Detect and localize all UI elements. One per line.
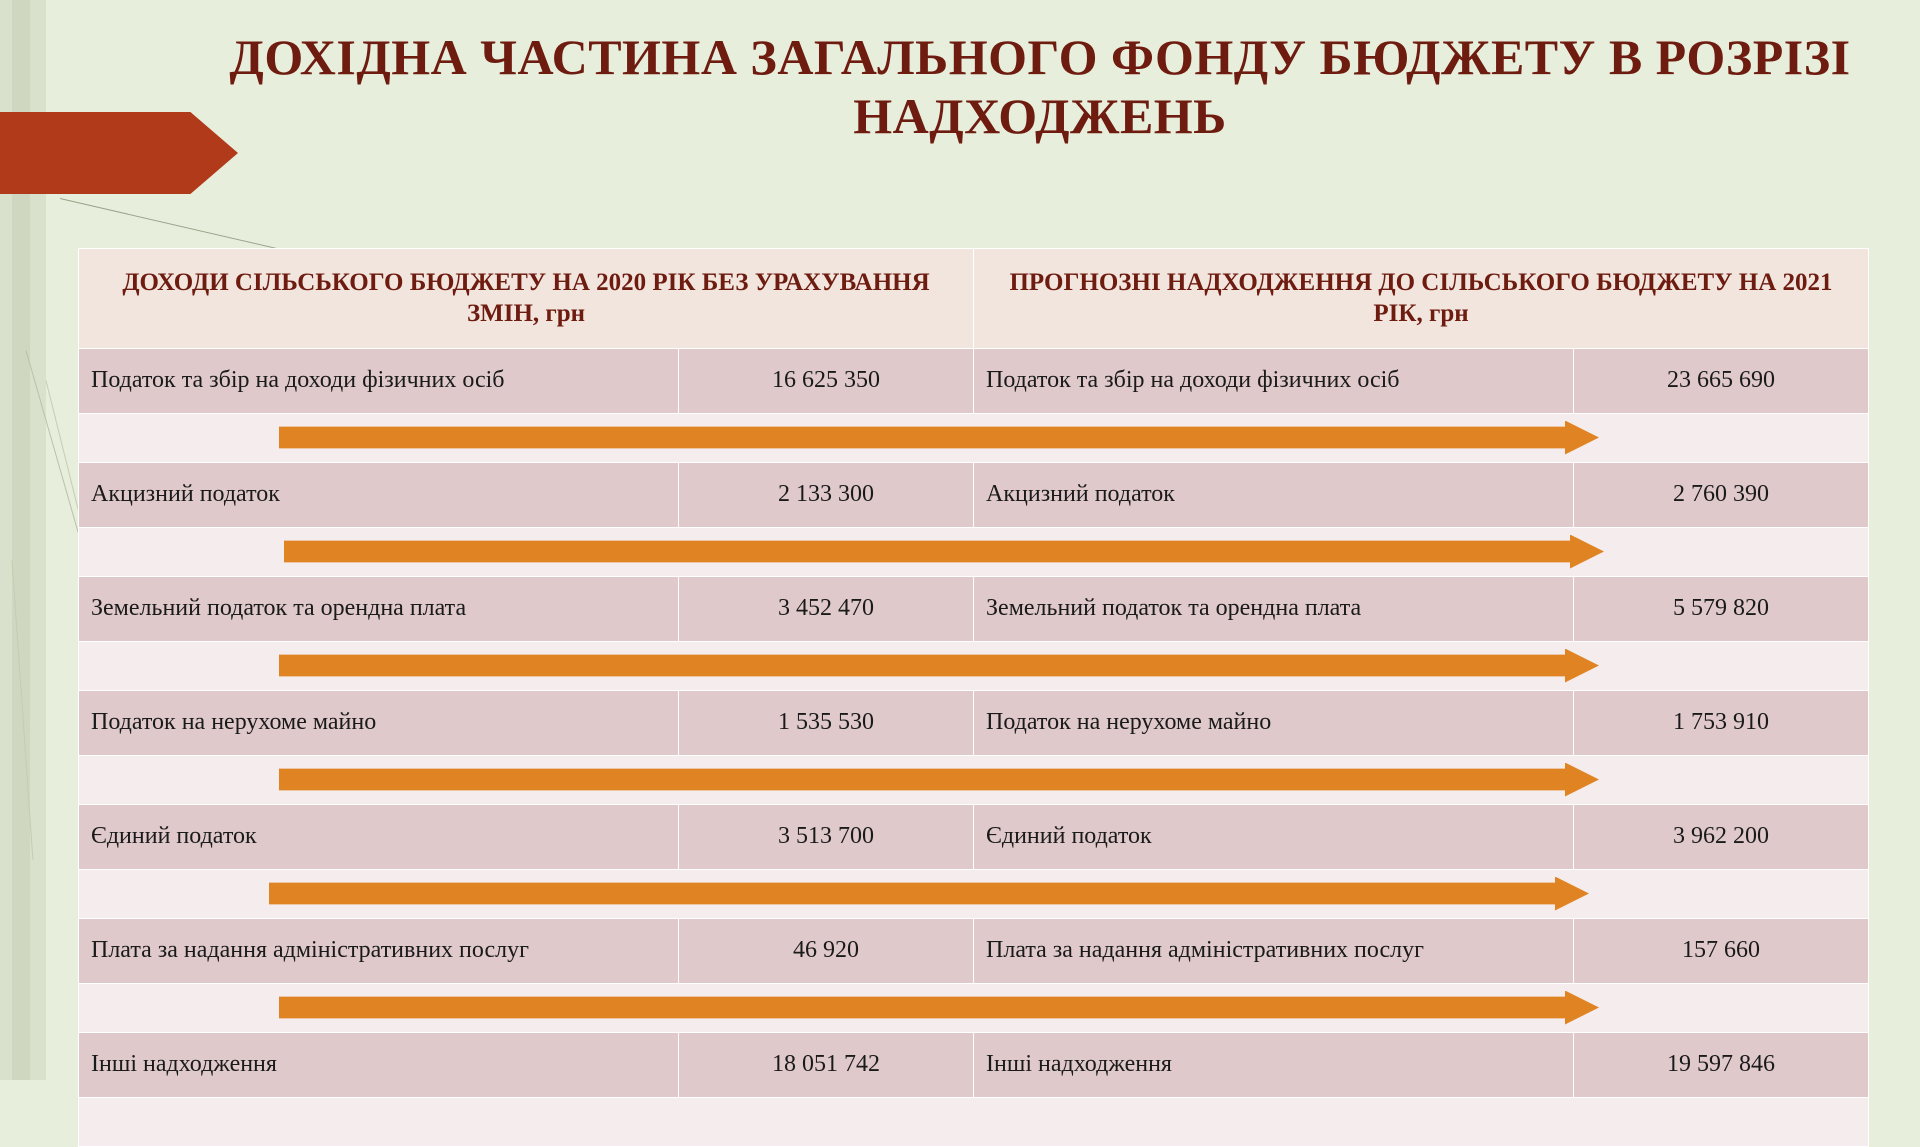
row-value-left: 2 133 300 (679, 462, 974, 527)
row-label-left: Плата за надання адміністративних послуг (79, 918, 679, 983)
row-value-left: 18 051 742 (679, 1032, 974, 1097)
arrow-row (79, 869, 1869, 918)
arrow-cell (79, 1097, 1869, 1146)
arrow-cell (79, 869, 1869, 918)
growth-arrow-icon (279, 991, 1599, 1025)
arrow-row (79, 413, 1869, 462)
row-label-right: Земельний податок та орендна плата (974, 576, 1574, 641)
row-label-left: Інші надходження (79, 1032, 679, 1097)
budget-table (78, 248, 1869, 1147)
row-value-left: 46 920 (679, 918, 974, 983)
arrow-cell (79, 527, 1869, 576)
arrow-cell (79, 755, 1869, 804)
row-value-right: 5 579 820 (1574, 576, 1869, 641)
table-header-2021: ПРОГНОЗНІ НАДХОДЖЕННЯ ДО СІЛЬСЬКОГО БЮДЖЕТУ НА 2021 РІК, грн (974, 249, 1869, 349)
row-label-left: Податок на нерухоме майно (79, 690, 679, 755)
table-row (79, 804, 1869, 869)
row-label-right: Податок та збір на доходи фізичних осіб (974, 348, 1574, 413)
row-label-right: Інші надходження (974, 1032, 1574, 1097)
row-label-left: Податок та збір на доходи фізичних осіб (79, 348, 679, 413)
arrow-cell (79, 641, 1869, 690)
row-value-right: 19 597 846 (1574, 1032, 1869, 1097)
row-label-right: Акцизний податок (974, 462, 1574, 527)
table-bottom-spacer (79, 1097, 1869, 1146)
growth-arrow-icon (279, 763, 1599, 797)
table-row (79, 348, 1869, 413)
row-value-right: 157 660 (1574, 918, 1869, 983)
table-header-2020: ДОХОДИ СІЛЬСЬКОГО БЮДЖЕТУ НА 2020 РІК БЕЗ УРАХУВАННЯ ЗМІН, грн (79, 249, 974, 349)
row-value-right: 1 753 910 (1574, 690, 1869, 755)
row-label-left: Єдиний податок (79, 804, 679, 869)
row-label-right: Плата за надання адміністративних послуг (974, 918, 1574, 983)
row-value-right: 3 962 200 (1574, 804, 1869, 869)
budget-table-body (79, 348, 1869, 1146)
slide-title: ДОХІДНА ЧАСТИНА ЗАГАЛЬНОГО ФОНДУ БЮДЖЕТУ В РОЗРІЗІ НАДХОДЖЕНЬ (229, 29, 1851, 144)
row-value-right: 23 665 690 (1574, 348, 1869, 413)
table-row (79, 576, 1869, 641)
growth-arrow-icon (269, 877, 1589, 911)
growth-arrow-icon (279, 421, 1599, 455)
arrow-row (79, 527, 1869, 576)
row-value-right: 2 760 390 (1574, 462, 1869, 527)
arrow-row (79, 983, 1869, 1032)
table-header-row (79, 249, 1869, 349)
budget-table-wrapper (78, 248, 1868, 1147)
row-value-left: 16 625 350 (679, 348, 974, 413)
growth-arrow-icon (279, 649, 1599, 683)
arrow-row (79, 755, 1869, 804)
row-value-left: 1 535 530 (679, 690, 974, 755)
row-label-right: Податок на нерухоме майно (974, 690, 1574, 755)
row-label-right: Єдиний податок (974, 804, 1574, 869)
arrow-cell (79, 983, 1869, 1032)
arrow-cell (79, 413, 1869, 462)
table-row (79, 1032, 1869, 1097)
table-row (79, 690, 1869, 755)
row-label-left: Акцизний податок (79, 462, 679, 527)
arrow-row (79, 641, 1869, 690)
growth-arrow-icon (284, 535, 1604, 569)
row-label-left: Земельний податок та орендна плата (79, 576, 679, 641)
row-value-left: 3 513 700 (679, 804, 974, 869)
row-value-left: 3 452 470 (679, 576, 974, 641)
table-row (79, 918, 1869, 983)
table-row (79, 462, 1869, 527)
